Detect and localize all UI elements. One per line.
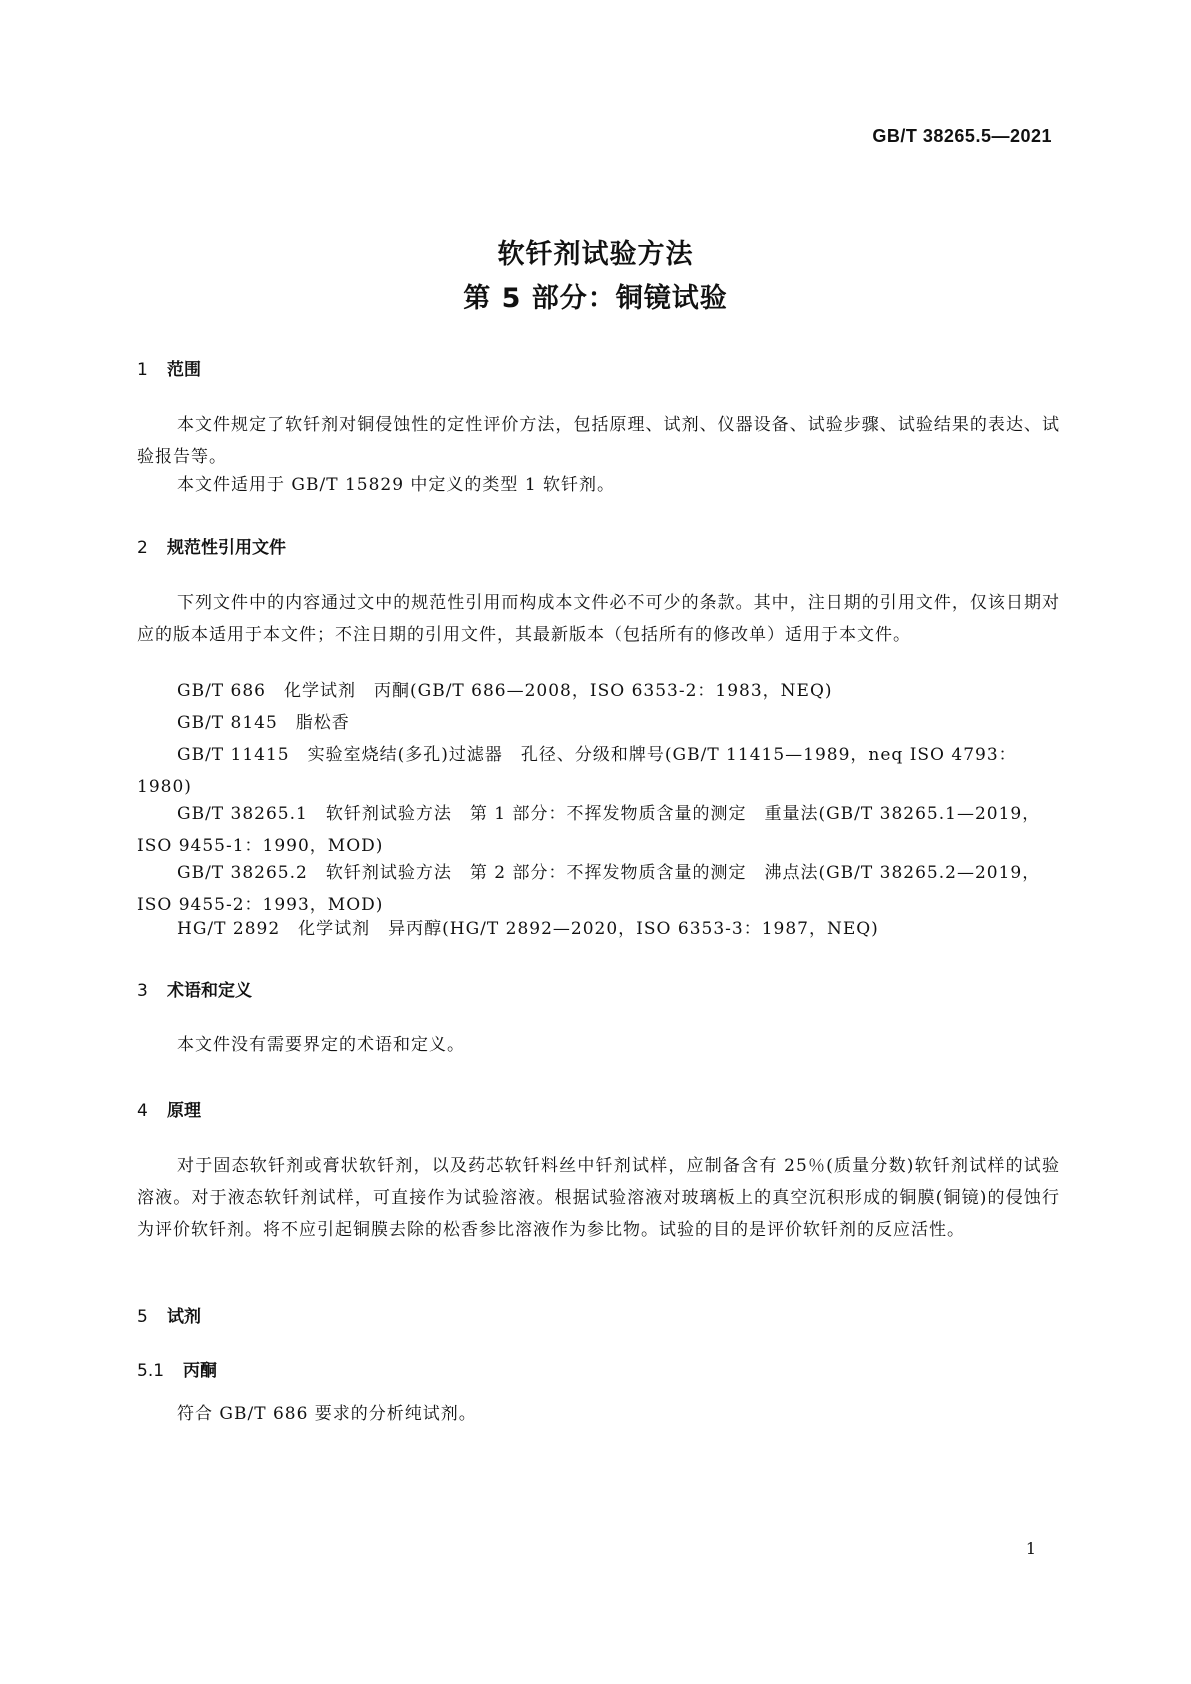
section-4-heading <box>137 1096 201 1121</box>
subsection-5-1-paragraph-1: 符合 GB/T 686 要求的分析纯试剂。 <box>177 1404 477 1424</box>
reference-item: GB/T 38265.2 软钎剂试验方法 第 2 部分：不挥发物质含量的测定 沸点法(GB/T 38265.2—2019，ISO 9455-2：1993，MOD) <box>137 863 1041 915</box>
section-3-paragraph-1: 本文件没有需要界定的术语和定义。 <box>177 1035 465 1055</box>
standard-code: GB/T 38265.5—2021 <box>872 126 1052 146</box>
section-title: 丙酮 <box>183 1361 217 1381</box>
document-title: 软钎剂试验方法 <box>497 239 694 270</box>
document-subtitle: 第 5 部分：铜镜试验 <box>463 283 728 314</box>
section-2-heading <box>137 533 286 558</box>
section-1-paragraph-1: 本文件规定了软钎剂对铜侵蚀性的定性评价方法，包括原理、试剂、仪器设备、试验步骤、试验结果的表达、试验报告等。 <box>137 415 1060 467</box>
section-number: 1 <box>137 360 148 380</box>
section-1-paragraph-2: 本文件适用于 GB/T 15829 中定义的类型 1 软钎剂。 <box>177 475 616 495</box>
reference-item: GB/T 38265.1 软钎剂试验方法 第 1 部分：不挥发物质含量的测定 重量法(GB/T 38265.1—2019，ISO 9455-1：1990，MOD) <box>137 804 1041 856</box>
section-5-heading <box>137 1302 201 1327</box>
section-4-paragraph-1: 对于固态软钎剂或膏状软钎剂，以及药芯软钎料丝中钎剂试样，应制备含有 25％(质量分数)软钎剂试样的试验溶液。对于液态软钎剂试样，可直接作为试验溶液。根据试验溶液对玻璃板上的真空沉积形成的铜膜(铜镜)的侵蚀行为评价软钎剂。将不应引起铜膜去除的松香参比溶液作为参比物。试验的目的是评价软钎剂的反应活性。 <box>137 1156 1060 1240</box>
section-title: 规范性引用文件 <box>167 538 286 558</box>
section-number: 5 <box>137 1307 148 1327</box>
section-title: 试剂 <box>167 1307 201 1327</box>
reference-item: HG/T 2892 化学试剂 异丙醇(HG/T 2892—2020，ISO 6353-3：1987，NEQ) <box>177 919 879 939</box>
subsection-5-1-heading <box>137 1356 217 1381</box>
section-number: 3 <box>137 981 148 1001</box>
section-1-heading <box>137 355 201 380</box>
section-3-heading <box>137 976 252 1001</box>
section-2-paragraph-1: 下列文件中的内容通过文中的规范性引用而构成本文件必不可少的条款。其中，注日期的引用文件，仅该日期对应的版本适用于本文件；不注日期的引用文件，其最新版本（包括所有的修改单）适用于本文件。 <box>137 593 1060 645</box>
section-number: 5.1 <box>137 1361 165 1381</box>
reference-item: GB/T 8145 脂松香 <box>177 713 350 733</box>
page-number: 1 <box>1025 1539 1036 1558</box>
section-number: 4 <box>137 1101 148 1121</box>
reference-item: GB/T 686 化学试剂 丙酮(GB/T 686—2008，ISO 6353-2：1983，NEQ) <box>177 681 833 701</box>
section-title: 范围 <box>167 360 201 380</box>
section-number: 2 <box>137 538 148 558</box>
reference-item: GB/T 11415 实验室烧结(多孔)过滤器 孔径、分级和牌号(GB/T 11415—1989，neq ISO 4793：1980) <box>137 745 1017 797</box>
section-title: 术语和定义 <box>167 981 252 1001</box>
section-title: 原理 <box>167 1101 201 1121</box>
